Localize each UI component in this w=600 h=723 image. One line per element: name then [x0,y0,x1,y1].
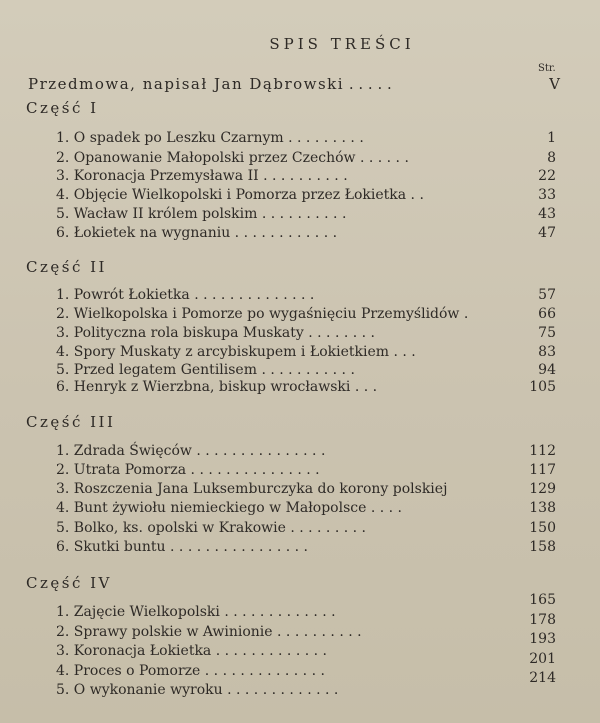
entry-page: 214 [529,670,556,686]
part-title: Część III [26,413,116,431]
toc-entry [56,225,556,245]
entry-page: 57 [538,287,556,303]
entry-dots: . . . . . . . . . . . . . . [200,663,325,679]
entry-dots: . . . . . . . . . . . [257,362,355,378]
entry-text: 2. Wielkopolska i Pomorze po wygaśnięciu Przemyślidów [56,306,460,322]
entry-dots: . . . [350,379,378,395]
entry-text: 3. Koronacja Łokietka [56,643,212,659]
entry-dots: . . . . . . . . . . . . [230,225,338,241]
entry-text: 4. Objęcie Wielkopolski i Pomorza przez Łokietka [56,187,407,203]
entry-dots: . . [406,187,424,203]
entry-text: 3. Polityczna rola biskupa Muskaty [56,325,304,341]
entry-page: 165 [529,592,556,608]
entry-dots: . . . . . . [355,150,409,166]
entry-page: 158 [529,539,556,555]
page-column-label: Str. [538,63,556,74]
entry-dots: . . . [389,344,416,360]
entry-page: 129 [529,481,556,497]
preface-dots: . . . . . [344,75,392,93]
entry-text: 2. Opanowanie Małopolski przez Czechów [56,150,356,166]
entry-page: 94 [538,362,556,378]
toc-entry [56,520,556,540]
entry-text: 1. Zajęcie Wielkopolski [56,604,220,620]
entry-text: 6. Skutki buntu [56,539,166,555]
toc-entry [56,379,556,399]
entry-text: 4. Spory Muskaty z arcybiskupem i Łokietkiem [56,344,390,360]
toc-heading: SPIS TREŚCI [269,35,415,53]
toc-entry [56,325,556,345]
toc-entry [56,592,556,624]
entry-dots: . . . . [366,500,403,516]
entry-text: 2. Sprawy polskie w Awinionie [56,624,273,640]
entry-text: 3. Koronacja Przemysława II [56,168,259,184]
preface-page: V [549,75,560,93]
toc-entry [56,130,556,150]
entry-text: 3. Roszczenia Jana Luksemburczyka do korony polskiej [56,481,448,497]
entry-dots: . . . . . . . . . . . . . [222,682,339,698]
toc-entry [56,443,556,463]
entry-text: 5. Przed legatem Gentilisem [56,362,257,378]
entry-dots: . [459,306,469,322]
part-title: Część I [26,99,99,117]
entry-dots: . . . . . . . . [303,325,375,341]
entry-text: 1. Zdrada Święców [56,443,192,459]
entry-page: 1 [547,130,556,146]
entry-page: 201 [529,651,556,667]
entry-text: 4. Bunt żywiołu niemieckiego w Małopolsce [56,500,367,516]
entry-dots: . . . . . . . . . . . . . . . [191,443,326,459]
entry-page: 178 [529,612,556,628]
entry-dots: . . . . . . . . . . [257,206,347,222]
entry-text: 1. Powrót Łokietka [56,287,190,303]
entry-page: 105 [529,379,556,395]
entry-page: 193 [529,631,556,647]
entry-text: 6. Łokietek na wygnaniu [56,225,231,241]
entry-dots: . . . . . . . . . [283,130,364,146]
entry-text: 4. Proces o Pomorze [56,663,201,679]
entry-page: 138 [529,500,556,516]
entry-text: 1. O spadek po Leszku Czarnym [56,130,284,146]
part-title: Część II [26,258,107,276]
entry-page: 33 [538,187,556,203]
toc-entry [56,539,556,559]
entry-page: 83 [538,344,556,360]
entry-page: 47 [538,225,556,241]
entry-text: 6. Henryk z Wierzbna, biskup wrocławski [56,379,351,395]
entry-text: 2. Utrata Pomorza [56,462,187,478]
entry-page: 66 [538,306,556,322]
toc-entry [56,344,556,364]
toc-entry [56,168,556,188]
toc-entry [56,287,556,307]
toc-entry [56,481,556,501]
toc-entry [56,306,556,326]
entry-page: 117 [529,462,556,478]
entry-text: 5. Bolko, ks. opolski w Krakowie [56,520,286,536]
entry-dots: . . . . . . . . . . . . . . . [186,462,320,478]
entry-dots: . . . . . . . . . . . . . . [189,287,315,303]
entry-page: 75 [538,325,556,341]
toc-entry [56,462,556,482]
entry-dots: . . . . . . . . . [285,520,366,536]
preface-entry [28,75,568,95]
entry-page: 22 [538,168,556,184]
preface-label: Przedmowa, napisał Jan Dąbrowski [28,75,345,93]
toc-entry [56,187,556,207]
entry-page: 150 [529,520,556,536]
entry-dots: . . . . . . . . . . [258,168,348,184]
entry-page: 8 [547,150,556,166]
toc-entry [56,500,556,520]
entry-page: 43 [538,206,556,222]
entry-text: 5. Wacław II królem polskim [56,206,258,222]
entry-dots: . . . . . . . . . . [272,624,362,640]
entry-text: 5. O wykonanie wyroku [56,682,223,698]
toc-entry [56,206,556,226]
entry-dots: . . . . . . . . . . . . . [219,604,336,620]
entry-dots: . . . . . . . . . . . . . [211,643,327,659]
toc-entry [56,150,556,170]
entry-page: 112 [529,443,556,459]
entry-dots: . . . . . . . . . . . . . . . . [165,539,308,555]
part-title: Część IV [26,574,112,592]
